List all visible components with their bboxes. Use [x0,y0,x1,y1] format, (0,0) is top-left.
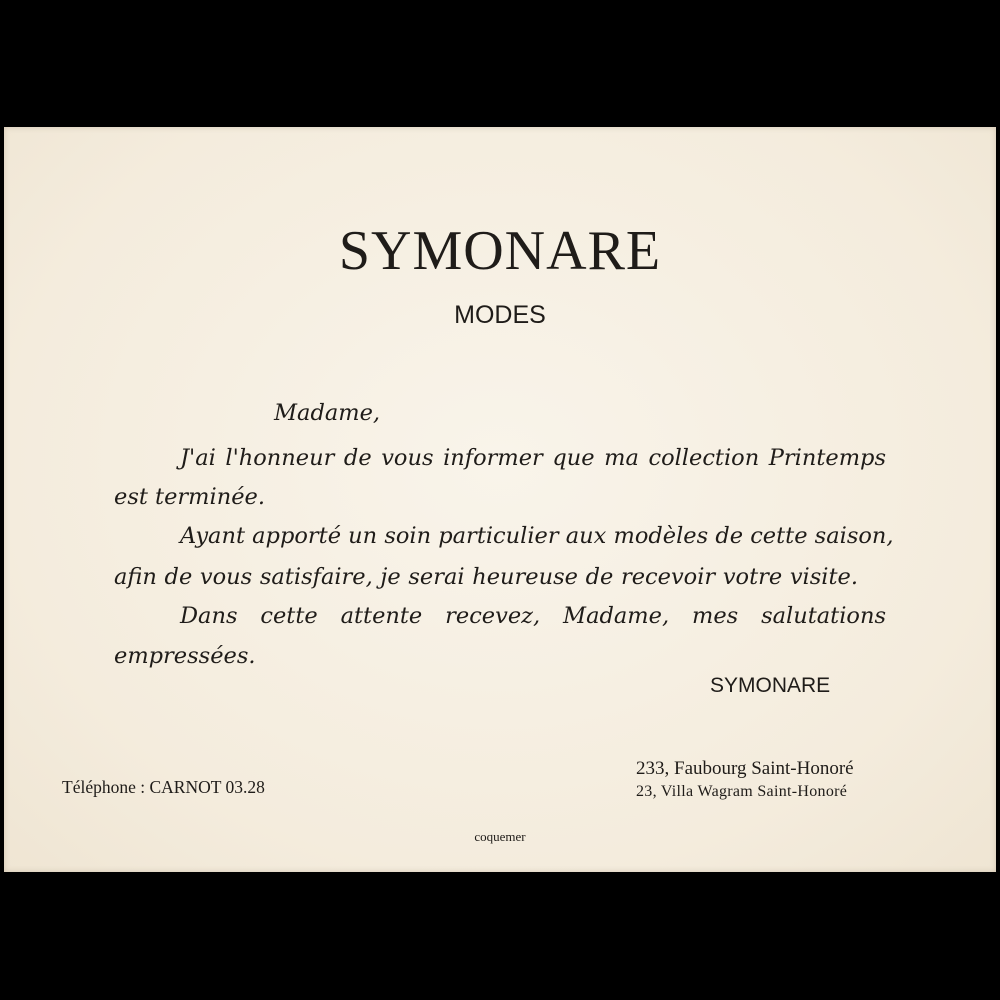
letter-salutation: Madame, [274,400,381,426]
printer-mark: coquemer [474,829,526,844]
address-line-2: 23, Villa Wagram Saint-Honoré [636,783,848,800]
signature: SYMONARE [710,674,831,697]
letter-paragraph-3-line-1: Dans cette attente recevez, Madame, mes salutations [180,603,886,629]
card-title: SYMONARE [338,220,662,282]
invitation-card [4,127,996,872]
address-line-1: 233, Faubourg Saint-Honoré [636,758,854,779]
letter-paragraph-1-line-1: J'ai l'honneur de vous informer que ma collection Printemps [180,445,886,471]
letter-paragraph-2-line-1: Ayant apporté un soin particulier aux modèles de cette saison, [180,523,894,549]
letter-paragraph-2-line-2: afin de vous satisfaire, je serai heureuse de recevoir votre visite. [114,564,858,590]
telephone: Téléphone : CARNOT 03.28 [62,777,265,797]
letter-paragraph-3-line-2: empressées. [114,643,256,669]
card-subtitle: MODES [454,301,546,329]
letter-paragraph-1-line-2: est terminée. [114,484,265,510]
